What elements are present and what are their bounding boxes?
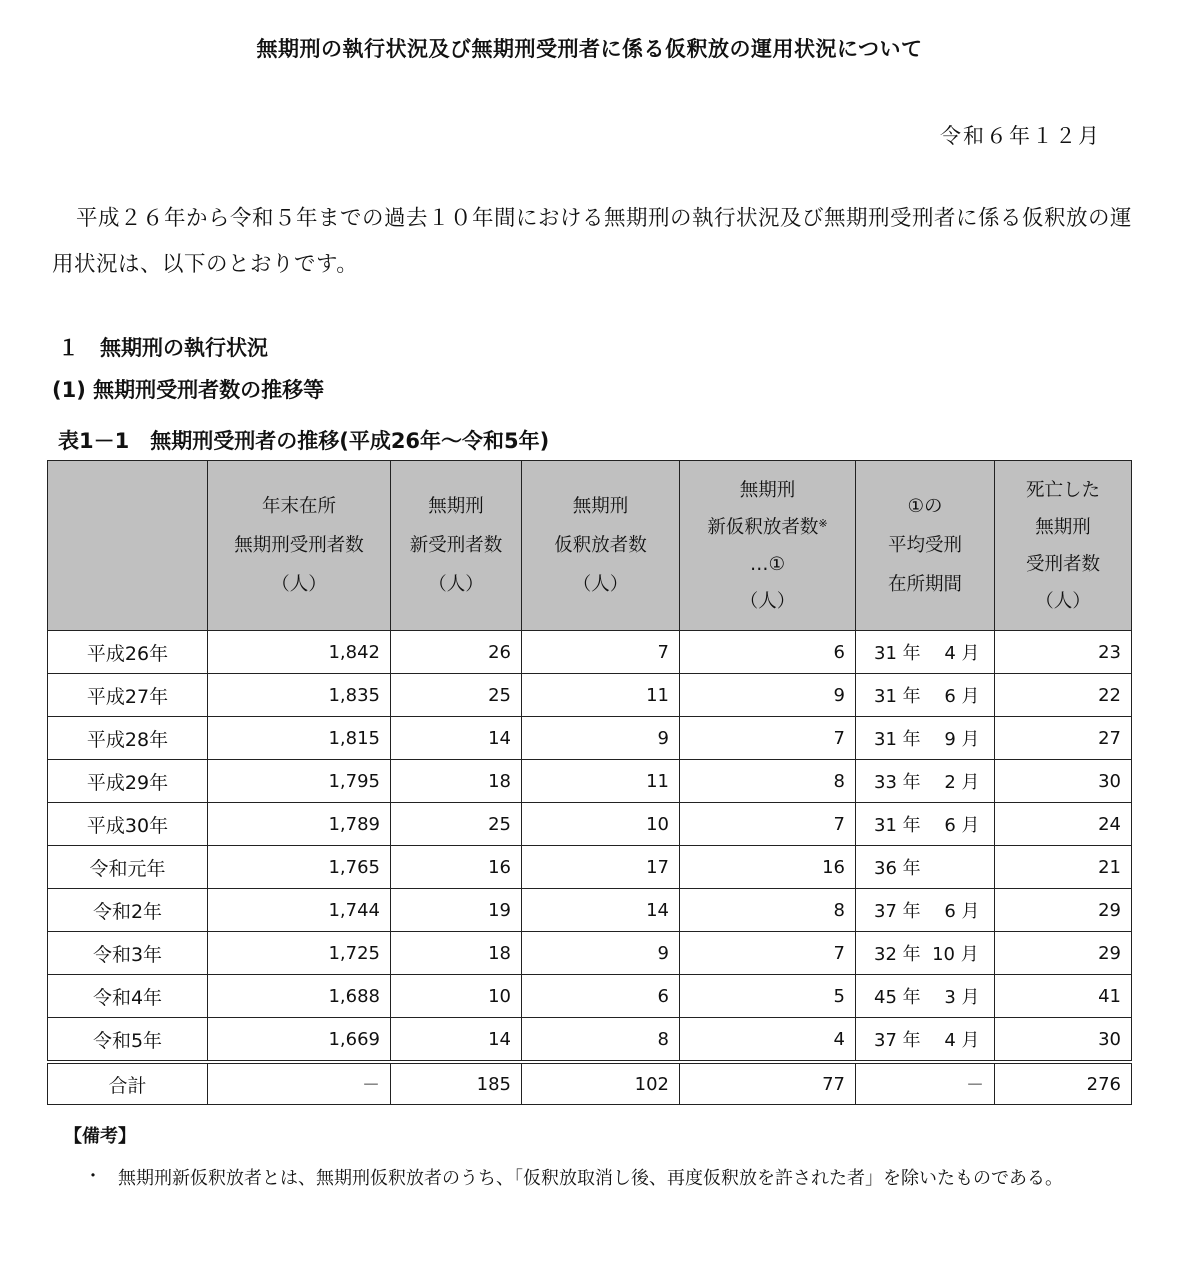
new-inmates-cell: 14: [391, 717, 522, 760]
deceased-cell: 22: [995, 674, 1132, 717]
table-row: [48, 717, 1132, 760]
new-inmates-cell: 18: [391, 932, 522, 975]
header-line: 無期刑: [572, 496, 629, 517]
deceased-cell: 30: [995, 760, 1132, 803]
total-new-inmates-cell: 185: [391, 1062, 522, 1105]
new-inmates-cell: 19: [391, 889, 522, 932]
average-term-cell: 31 年 4 月: [856, 631, 995, 674]
new-parolees-cell: 8: [680, 760, 856, 803]
year-cell: 平成27年: [48, 674, 208, 717]
table-row: [48, 975, 1132, 1018]
parolees-cell: 14: [522, 889, 680, 932]
new-parolees-cell: 16: [680, 846, 856, 889]
parolees-cell: 11: [522, 760, 680, 803]
total-average-term-cell: －: [856, 1062, 995, 1105]
total-year-cell: 合計: [48, 1062, 208, 1105]
header-line: 仮釈放者数: [554, 535, 647, 556]
header-line: 新受刑者数: [409, 535, 503, 556]
header-line: 無期刑: [1035, 516, 1091, 538]
average-term-cell: 37 年 4 月: [856, 1018, 995, 1063]
new-parolees-cell: 9: [680, 674, 856, 717]
deceased-cell: 30: [995, 1018, 1132, 1063]
deceased-cell: 29: [995, 932, 1132, 975]
inmates-cell: 1,688: [208, 975, 391, 1018]
year-cell: 令和4年: [48, 975, 208, 1018]
table-header-row: [48, 461, 1132, 631]
new-parolees-cell: 7: [680, 803, 856, 846]
header-average-term: [856, 461, 995, 631]
table-caption: 表1－1 無期刑受刑者の推移(平成26年～令和5年): [58, 429, 550, 453]
year-cell: 平成26年: [48, 631, 208, 674]
prisoner-trend-table: [47, 460, 1132, 1105]
year-cell: 令和5年: [48, 1018, 208, 1063]
new-parolees-cell: 7: [680, 932, 856, 975]
table-row: [48, 846, 1132, 889]
header-new-inmates: [391, 461, 522, 631]
new-parolees-cell: 6: [680, 631, 856, 674]
new-inmates-cell: 25: [391, 803, 522, 846]
deceased-cell: 41: [995, 975, 1132, 1018]
table-body: [48, 631, 1132, 1105]
average-term-cell: 31 年 6 月: [856, 803, 995, 846]
new-parolees-cell: 5: [680, 975, 856, 1018]
deceased-cell: 29: [995, 889, 1132, 932]
remarks-label: 【備考】: [64, 1126, 136, 1147]
deceased-cell: 27: [995, 717, 1132, 760]
header-line: [680, 509, 855, 546]
subsection-heading: (1) 無期刑受刑者数の推移等: [52, 378, 325, 402]
table-row: [48, 674, 1132, 717]
section-heading: １ 無期刑の執行状況: [58, 336, 268, 360]
deceased-cell: 23: [995, 631, 1132, 674]
year-cell: 平成28年: [48, 717, 208, 760]
document-date: 令和６年１２月: [940, 124, 1101, 148]
header-line: 無期刑受刑者数: [234, 535, 364, 556]
table-row: [48, 1018, 1132, 1063]
page-title: 無期刑の執行状況及び無期刑受刑者に係る仮釈放の運用状況について: [256, 37, 923, 61]
parolees-cell: 9: [522, 717, 680, 760]
inmates-cell: 1,744: [208, 889, 391, 932]
header-text: 新仮釈放者数: [707, 516, 819, 538]
total-inmates-cell: －: [208, 1062, 391, 1105]
year-cell: 令和3年: [48, 932, 208, 975]
average-term-cell: 45 年 3 月: [856, 975, 995, 1018]
header-line: 年末在所: [261, 496, 336, 517]
new-inmates-cell: 25: [391, 674, 522, 717]
average-term-cell: 33 年 2 月: [856, 760, 995, 803]
total-new-parolees-cell: 77: [680, 1062, 856, 1105]
total-deceased-cell: 276: [995, 1062, 1132, 1105]
total-parolees-cell: 102: [522, 1062, 680, 1105]
table-total-row: [48, 1062, 1132, 1105]
header-line: 平均受刑: [887, 535, 962, 556]
remarks-note: 無期刑新仮釈放者とは、無期刑仮釈放者のうち、「仮釈放取消し後、再度仮釈放を許された者」を除いたものである。: [118, 1168, 1063, 1189]
header-line: （人）: [428, 574, 484, 595]
header-deceased: [995, 461, 1132, 631]
table-row: [48, 760, 1132, 803]
table-row: [48, 932, 1132, 975]
new-parolees-cell: 7: [680, 717, 856, 760]
header-line: 死亡した: [1025, 479, 1100, 501]
header-inmates-year-end: [208, 461, 391, 631]
header-line: （人）: [1035, 590, 1091, 612]
year-cell: 令和元年: [48, 846, 208, 889]
header-line: 受刑者数: [1025, 553, 1100, 575]
year-cell: 令和2年: [48, 889, 208, 932]
parolees-cell: 9: [522, 932, 680, 975]
average-term-cell: 37 年 6 月: [856, 889, 995, 932]
average-term-cell: 32 年 10 月: [856, 932, 995, 975]
inmates-cell: 1,669: [208, 1018, 391, 1063]
parolees-cell: 7: [522, 631, 680, 674]
inmates-cell: 1,842: [208, 631, 391, 674]
deceased-cell: 24: [995, 803, 1132, 846]
header-line: （人）: [739, 590, 796, 612]
new-inmates-cell: 26: [391, 631, 522, 674]
inmates-cell: 1,725: [208, 932, 391, 975]
table-row: [48, 803, 1132, 846]
table-row: [48, 889, 1132, 932]
average-term-cell: 36 年: [856, 846, 995, 889]
parolees-cell: 10: [522, 803, 680, 846]
header-parolees: [522, 461, 680, 631]
inmates-cell: 1,789: [208, 803, 391, 846]
parolees-cell: 6: [522, 975, 680, 1018]
inmates-cell: 1,815: [208, 717, 391, 760]
parolees-cell: 8: [522, 1018, 680, 1063]
new-inmates-cell: 10: [391, 975, 522, 1018]
header-line: 在所期間: [887, 574, 962, 595]
intro-paragraph: 平成２６年から令和５年までの過去１０年間における無期刑の執行状況及び無期刑受刑者に係る仮釈放の運用状況は、以下のとおりです。: [52, 206, 1133, 277]
header-line: （人）: [271, 574, 327, 595]
year-cell: 平成29年: [48, 760, 208, 803]
header-line: …①: [749, 553, 786, 575]
average-term-cell: 31 年 6 月: [856, 674, 995, 717]
new-parolees-cell: 8: [680, 889, 856, 932]
header-line: 無期刑: [739, 479, 796, 501]
header-line: （人）: [572, 574, 629, 595]
header-year: [48, 461, 208, 631]
table-row: [48, 631, 1132, 674]
header-line: ①の: [907, 496, 943, 517]
inmates-cell: 1,835: [208, 674, 391, 717]
header-line: 無期刑: [428, 496, 484, 517]
new-inmates-cell: 16: [391, 846, 522, 889]
footnote-mark: ※: [818, 516, 828, 530]
year-cell: 平成30年: [48, 803, 208, 846]
bullet-mark: ・: [84, 1166, 102, 1187]
new-inmates-cell: 18: [391, 760, 522, 803]
new-parolees-cell: 4: [680, 1018, 856, 1063]
parolees-cell: 11: [522, 674, 680, 717]
inmates-cell: 1,795: [208, 760, 391, 803]
parolees-cell: 17: [522, 846, 680, 889]
deceased-cell: 21: [995, 846, 1132, 889]
inmates-cell: 1,765: [208, 846, 391, 889]
header-new-parolees: [680, 461, 856, 631]
average-term-cell: 31 年 9 月: [856, 717, 995, 760]
new-inmates-cell: 14: [391, 1018, 522, 1063]
